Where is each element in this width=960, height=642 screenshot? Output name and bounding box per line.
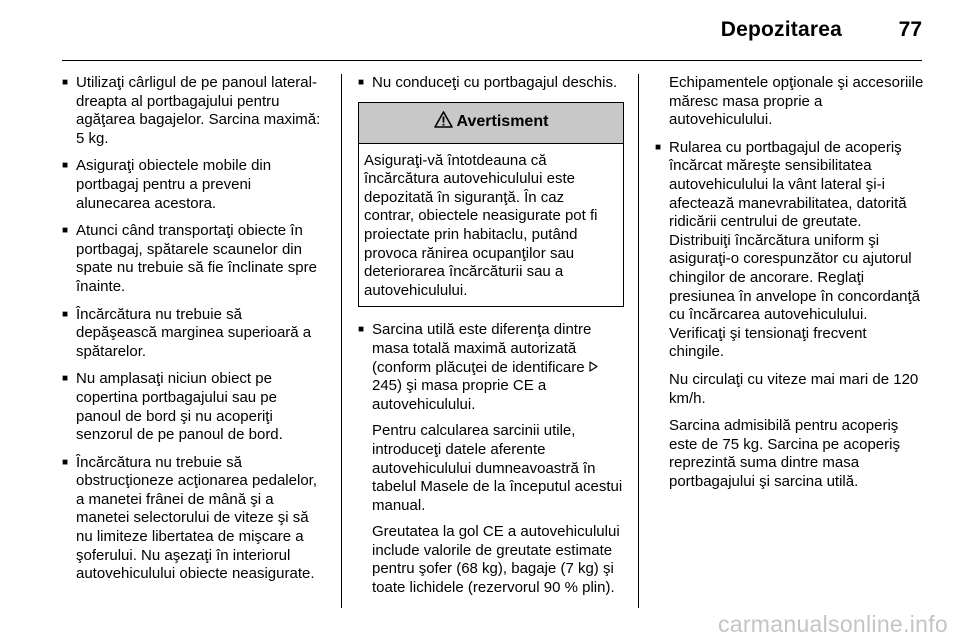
list-item: ■ Asiguraţi obiectele mobile din portbagaj pentru a preveni alunecarea acestora.	[62, 157, 324, 213]
column-divider	[638, 74, 639, 608]
page-title: Depozitarea	[720, 18, 842, 41]
warning-text: Asiguraţi-vă întotdeauna că încărcătura autovehiculului este depozitată în siguranţă. În caz contrar, obiectele neasigurate pot fi proiectate prin habitaclu, putând provoca rănirea ocupanţilor sau deteriorarea încărcăturii sau a autovehiculului.	[364, 151, 598, 299]
page-header	[0, 0, 960, 62]
text-segment: ) şi masa proprie CE a autovehiculului.	[372, 377, 547, 413]
warning-header	[359, 103, 623, 144]
intro-paragraph: Echipamentele opţionale şi accesoriile măresc masa proprie a autovehiculului.	[669, 74, 924, 129]
column-3	[655, 74, 925, 500]
column-2	[358, 74, 624, 607]
list-item	[358, 321, 624, 597]
calculation-paragraph: Pentru calcularea sarcinii utile, introduceţi datele aferente autovehiculului dumneavoastră în tabelul Masele de la începutul acestui manual.	[372, 422, 623, 514]
warning-box	[358, 102, 624, 308]
empty-weight-paragraph: Greutatea la gol CE a autovehiculului include valorile de greutate estimate pentru şofer (68 kg), bagaje (7 kg) şi toate lichidele (rezervorul 90 % plin).	[372, 523, 620, 597]
list-item: ■ Încărcătura nu trebuie să depăşească marginea superioară a spătarelor.	[62, 306, 324, 362]
page-reference-icon	[589, 359, 598, 378]
watermark: carmanualsonline.info	[717, 611, 948, 637]
column-1	[62, 74, 324, 593]
list-item: ■ Atunci când transportaţi obiecte în portbagaj, spătarele scaunelor din spate nu trebuie să fie înclinate spre înainte.	[62, 222, 324, 296]
warning-title: Avertisment	[456, 113, 549, 131]
list-item: ■ Încărcătura nu trebuie să obstrucţioneze acţionarea pedalelor, a manetei frânei de mână şi a manetei selectorului de viteze şi să nu limiteze libertatea de mişcare a şoferului. Nu aşezaţi în interiorul autovehiculului obiecte neasigurate.	[62, 454, 324, 584]
list-item: ■ Rularea cu portbagajul de acoperiş încărcat măreşte sensibilitatea autovehiculului la vânt lateral şi-i afectează manevrabilitatea, datorită ridicării centrului de greutate. Distribuiţi încărcătura uniform şi asiguraţi-o corespunzător cu ajutorul chingilor de ancorare. Reglaţi presiunea în anvelope în concordanţă cu încărcarea autovehiculului. Verificaţi şi tensionaţi frecvent chingile.	[655, 139, 925, 362]
column-divider	[341, 74, 342, 608]
load-definition	[372, 321, 624, 414]
bullet-list	[358, 74, 624, 93]
list-item: ■ Nu amplasaţi niciun obiect pe copertina portbagajului sau pe panoul de bord şi nu acoperiţi senzorul de pe panoul de bord.	[62, 370, 324, 444]
bullet-list	[655, 139, 925, 362]
page-number: 77	[898, 18, 922, 41]
list-item: ■ Utilizaţi cârligul de pe panoul lateral-dreapta al portbagajului pentru agăţarea bagajelor. Sarcina maximă: 5 kg.	[62, 74, 324, 148]
speed-paragraph: Nu circulaţi cu viteze mai mari de 120 km/h.	[669, 370, 919, 407]
bullet-list	[358, 321, 624, 597]
list-item: ■ Nu conduceţi cu portbagajul deschis.	[358, 74, 624, 93]
warning-triangle-icon	[434, 111, 453, 134]
page-reference-number: 245	[372, 377, 398, 395]
header-divider	[62, 60, 922, 61]
roof-load-paragraph: Sarcina admisibilă pentru acoperiş este de 75 kg. Sarcina pe acoperiş reprezintă suma dintre masa portbagajului şi sarcina utilă.	[669, 417, 900, 490]
text-segment: Sarcina utilă este diferenţa dintre masa totală maximă autorizată (conform plăcuţei de identificare	[372, 321, 592, 376]
bullet-list	[62, 74, 324, 584]
